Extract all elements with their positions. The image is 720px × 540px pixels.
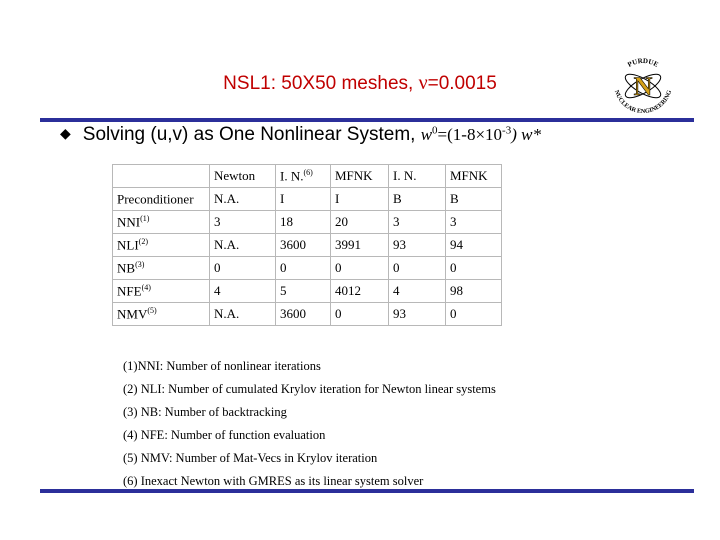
- purdue-nuclear-engineering-logo: [606, 48, 680, 122]
- table-cell: 93: [389, 303, 446, 326]
- footnote-item: (4) NFE: Number of function evaluation: [123, 428, 326, 442]
- bullet-point: [60, 124, 541, 146]
- table-cell: N.A.: [210, 303, 276, 326]
- slide-title: [150, 72, 570, 95]
- formula-mid: =(1-8×10: [437, 125, 503, 144]
- table-cell: 3: [210, 211, 276, 234]
- header-cell-mfnk: MFNK: [331, 165, 389, 188]
- header-cell-inexact-newton: [276, 165, 331, 188]
- table-cell: 0: [389, 257, 446, 280]
- row-label: NB$^{(3)}$: [113, 257, 210, 280]
- table-cell: 4: [389, 280, 446, 303]
- formula-w: w: [420, 125, 433, 144]
- table-cell: 94: [446, 234, 502, 257]
- svg-text:PURDUE: [626, 57, 660, 69]
- table-cell: B: [446, 188, 502, 211]
- row-label: NMV$^{(5)}$: [113, 303, 210, 326]
- table-cell: B: [389, 188, 446, 211]
- title-suffix: =0.0015: [427, 73, 497, 94]
- table-row-nni: [113, 211, 502, 234]
- table-cell: 18: [276, 211, 331, 234]
- table-row-nfe: [113, 280, 502, 303]
- results-table: [112, 164, 502, 326]
- formula-end: ) w*: [511, 125, 541, 144]
- bottom-divider: [40, 489, 694, 493]
- table-cell: 20: [331, 211, 389, 234]
- table-header-row: [113, 165, 502, 188]
- footnote-item: (3) NB: Number of backtracking: [123, 405, 287, 419]
- table-cell: 3: [446, 211, 502, 234]
- footnote-item: (1)NNI: Number of nonlinear iterations: [123, 359, 321, 373]
- header-cell-mfnk: MFNK: [446, 165, 502, 188]
- formula-w-sup: 0: [432, 124, 438, 137]
- table-cell: 3600: [276, 303, 331, 326]
- nu-symbol: ν: [418, 72, 428, 94]
- table-cell: N.A.: [210, 188, 276, 211]
- table-cell: 4: [210, 280, 276, 303]
- row-label: NFE$^{(4)}$: [113, 280, 210, 303]
- table-row-nb: [113, 257, 502, 280]
- table-cell: 4012: [331, 280, 389, 303]
- table-cell: 0: [276, 257, 331, 280]
- table-cell: 93: [389, 234, 446, 257]
- logo-bottom-text: NUCLEAR ENGINEERING: [612, 89, 674, 115]
- bullet-text: Solving (u,v) as One Nonlinear System,: [82, 124, 421, 145]
- table-cell: 0: [331, 257, 389, 280]
- table-cell: I: [276, 188, 331, 211]
- footnote-item: (2) NLI: Number of cumulated Krylov iteration for Newton linear systems: [123, 382, 496, 396]
- table-cell: N.A.: [210, 234, 276, 257]
- logo-letter: N: [633, 72, 653, 101]
- row-label: NLI$^{(2)}$: [113, 234, 210, 257]
- table-row-nmv: [113, 303, 502, 326]
- table-row-preconditioner: [113, 188, 502, 211]
- diamond-bullet-icon: ◆: [60, 125, 71, 141]
- header-cell-newton: Newton: [210, 165, 276, 188]
- row-label: Preconditioner: [113, 188, 210, 211]
- table-cell: 5: [276, 280, 331, 303]
- logo-top-text: PURDUE: [626, 56, 660, 69]
- table-cell: 0: [446, 303, 502, 326]
- footnote-item: (6) Inexact Newton with GMRES as its linear system solver: [123, 474, 424, 488]
- top-divider: [40, 118, 694, 122]
- footnote-item: (5) NMV: Number of Mat-Vecs in Krylov iteration: [123, 451, 378, 465]
- formula-exp: -3: [502, 124, 512, 137]
- table-row-nli: [113, 234, 502, 257]
- footnotes: [123, 355, 496, 493]
- table-cell: 3991: [331, 234, 389, 257]
- table-cell: 0: [210, 257, 276, 280]
- header-cell-inexact-newton: I. N.: [389, 165, 446, 188]
- header-cell-empty: [113, 165, 210, 188]
- title-prefix: NSL1: 50X50 meshes,: [223, 73, 419, 94]
- table-cell: 3600: [276, 234, 331, 257]
- table-cell: 3: [389, 211, 446, 234]
- table-cell: 0: [331, 303, 389, 326]
- table-cell: 98: [446, 280, 502, 303]
- table-cell: I: [331, 188, 389, 211]
- table-cell: 0: [446, 257, 502, 280]
- header-cell-note: (6): [303, 167, 313, 177]
- row-label: NNI$^{(1)}$: [113, 211, 210, 234]
- bullet-formula: [421, 125, 541, 144]
- header-cell-label: I. N.: [280, 168, 304, 184]
